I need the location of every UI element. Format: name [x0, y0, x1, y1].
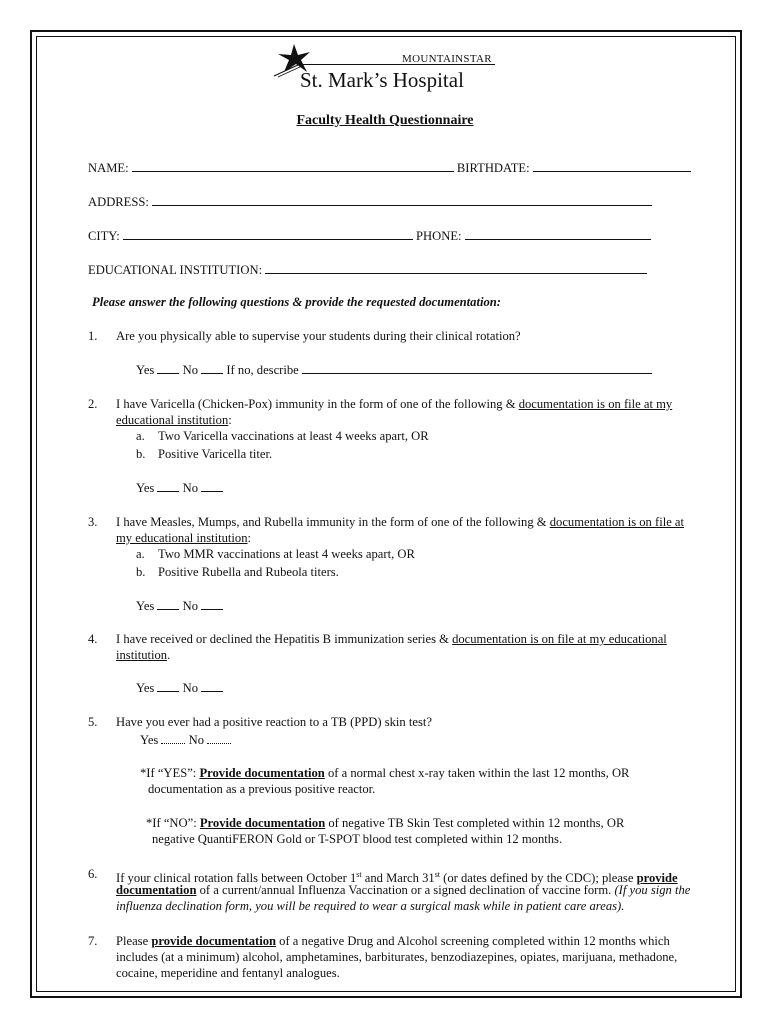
q2-text-line2	[116, 413, 232, 428]
q2-underline-2: educational institution	[116, 413, 229, 427]
q1-number: 1.	[88, 329, 98, 343]
q3-text-line2	[116, 531, 251, 546]
q3-underline-1: documentation is on file at	[549, 515, 685, 529]
birthdate-label: BIRTHDATE:	[456, 161, 530, 175]
city-field[interactable]	[123, 228, 413, 240]
q3-no-field[interactable]	[201, 598, 223, 610]
q3-yes-field[interactable]	[157, 598, 179, 610]
q3-no-label: No	[182, 599, 199, 613]
q6-text-line2	[116, 883, 690, 898]
q3-answers	[136, 598, 223, 614]
q5-if-no-prefix: *If “NO”:	[146, 816, 200, 830]
name-label: NAME:	[88, 161, 129, 175]
q3-number: 3.	[88, 515, 98, 529]
q7-text-line2: includes (at a minimum) alcohol, amphetamines, barbiturates, benzodiazepines, opiates, marijuana, methadone,	[116, 950, 678, 964]
q5-no-field[interactable]	[207, 732, 231, 744]
q6-part2: and March 31	[361, 871, 435, 886]
q1-describe-field[interactable]	[302, 362, 652, 374]
q1-answers	[136, 362, 652, 378]
q1-no-label: No	[182, 363, 199, 377]
institution-field[interactable]	[265, 262, 647, 274]
q3-colon: :	[247, 531, 252, 545]
q5-if-yes-bold: Provide documentation	[199, 766, 325, 780]
page-border-inner	[36, 36, 736, 992]
instructions: Please answer the following questions & provide the requested documentation:	[92, 295, 501, 309]
q1-describe-label: If no, describe	[226, 363, 299, 377]
q3-text-line1	[116, 515, 684, 530]
name-field[interactable]	[132, 160, 454, 172]
q5-number: 5.	[88, 715, 98, 729]
q5-if-yes-prefix: *If “YES”:	[140, 766, 200, 780]
q5-answers	[140, 732, 231, 748]
phone-label: PHONE:	[416, 229, 462, 243]
city-row	[88, 228, 651, 244]
q5-text: Have you ever had a positive reaction to a TB (PPD) skin test?	[116, 715, 432, 729]
q3-opt-a-label: a.	[136, 547, 145, 561]
q6-part3: (or dates defined by the CDC); please	[440, 871, 637, 886]
brand-top: MOUNTAINSTAR	[402, 53, 492, 65]
q2-no-field[interactable]	[201, 480, 223, 492]
q7-text-line1	[116, 934, 670, 949]
q3-underline-2: my educational institution	[116, 531, 248, 545]
q4-yes-label: Yes	[136, 681, 155, 695]
q2-opt-a-label: a.	[136, 429, 145, 443]
q2-opt-a: Two Varicella vaccinations at least 4 weeks apart, OR	[158, 429, 429, 443]
q5-yes-label: Yes	[140, 733, 159, 747]
q1-yes-label: Yes	[136, 363, 155, 377]
q7-part1: Please	[116, 934, 152, 948]
q1-no-field[interactable]	[201, 362, 223, 374]
city-label: CITY:	[88, 229, 120, 243]
q1-yes-field[interactable]	[157, 362, 179, 374]
q2-opt-b-label: b.	[136, 447, 146, 461]
q6-sup1: st	[356, 870, 362, 879]
address-field[interactable]	[152, 194, 652, 206]
q2-yes-field[interactable]	[157, 480, 179, 492]
logo-rule	[300, 64, 495, 65]
q4-answers	[136, 680, 223, 696]
q2-colon: :	[228, 413, 232, 427]
q2-answers	[136, 480, 223, 496]
q6-part4: of a current/annual Influenza Vaccination or a signed declination of vaccine form.	[196, 883, 615, 897]
q6-sup2: st	[434, 870, 441, 879]
institution-label: EDUCATIONAL INSTITUTION:	[88, 263, 263, 277]
q3-opt-b: Positive Rubella and Rubeola titers.	[158, 565, 339, 579]
q5-if-yes-rest: of a normal chest x-ray taken within the last 12 months, OR	[324, 766, 630, 780]
q3-text: I have Measles, Mumps, and Rubella immunity in the form of one of the following &	[116, 515, 550, 529]
q6-bold2: documentation	[116, 883, 197, 897]
q4-yes-field[interactable]	[157, 680, 179, 692]
q6-italic1: (If you sign the	[614, 883, 691, 897]
q4-period: .	[167, 648, 171, 662]
hospital-name: St. Mark’s Hospital	[300, 68, 464, 92]
q4-text-line1	[116, 632, 667, 647]
q6-bold1: provide	[636, 871, 678, 886]
q5-if-no-bold: Provide documentation	[199, 816, 326, 830]
q5-if-no-line2: negative QuantiFERON Gold or T-SPOT blood test completed within 12 months.	[152, 832, 563, 846]
q6-part1: If your clinical rotation falls between October 1	[116, 871, 357, 886]
address-label: ADDRESS:	[88, 195, 149, 209]
q3-opt-b-label: b.	[136, 565, 146, 579]
q1-text: Are you physically able to supervise your students during their clinical rotation?	[116, 329, 521, 343]
q7-number: 7.	[88, 934, 98, 948]
q4-text-line2	[116, 648, 170, 663]
q5-if-no-rest: of negative TB Skin Test completed within 12 months, OR	[325, 816, 625, 830]
q7-text-line3: cocaine, meperidine and fentanyl analogues.	[116, 966, 340, 980]
form-title: Faculty Health Questionnaire	[296, 113, 474, 128]
institution-row	[88, 262, 647, 278]
q2-text: I have Varicella (Chicken-Pox) immunity in the form of one of the following &	[116, 397, 519, 411]
q7-part2: of a negative Drug and Alcohol screening completed within 12 months which	[276, 934, 670, 948]
q4-text: I have received or declined the Hepatitis B immunization series &	[116, 632, 453, 646]
q4-no-field[interactable]	[201, 680, 223, 692]
q4-number: 4.	[88, 632, 98, 646]
q2-underline-1: documentation is on file at my	[518, 397, 673, 411]
q6-number: 6.	[88, 867, 98, 881]
q3-opt-a: Two MMR vaccinations at least 4 weeks apart, OR	[158, 547, 415, 561]
q2-number: 2.	[88, 397, 98, 411]
phone-field[interactable]	[465, 228, 651, 240]
q2-text-line1	[116, 397, 672, 412]
q4-underline-2: institution	[116, 648, 168, 662]
q2-yes-label: Yes	[136, 481, 155, 495]
q5-if-yes-line2: documentation as a previous positive reactor.	[148, 782, 376, 796]
birthdate-field[interactable]	[533, 160, 691, 172]
address-row	[88, 194, 652, 210]
q5-if-no-line1	[146, 816, 624, 831]
q2-opt-b: Positive Varicella titer.	[158, 447, 273, 461]
q5-no-label: No	[188, 733, 205, 747]
q3-yes-label: Yes	[136, 599, 155, 613]
name-row	[88, 160, 691, 176]
q5-if-yes-line1	[140, 766, 629, 781]
q6-text-line3: influenza declination form, you will be required to wear a surgical mask while in patient care areas).	[116, 899, 625, 913]
q5-yes-field[interactable]	[161, 732, 185, 744]
q4-no-label: No	[182, 681, 199, 695]
q7-bold: provide documentation	[151, 934, 276, 948]
q4-underline-1: documentation is on file at my educational	[452, 632, 667, 646]
q2-no-label: No	[182, 481, 199, 495]
